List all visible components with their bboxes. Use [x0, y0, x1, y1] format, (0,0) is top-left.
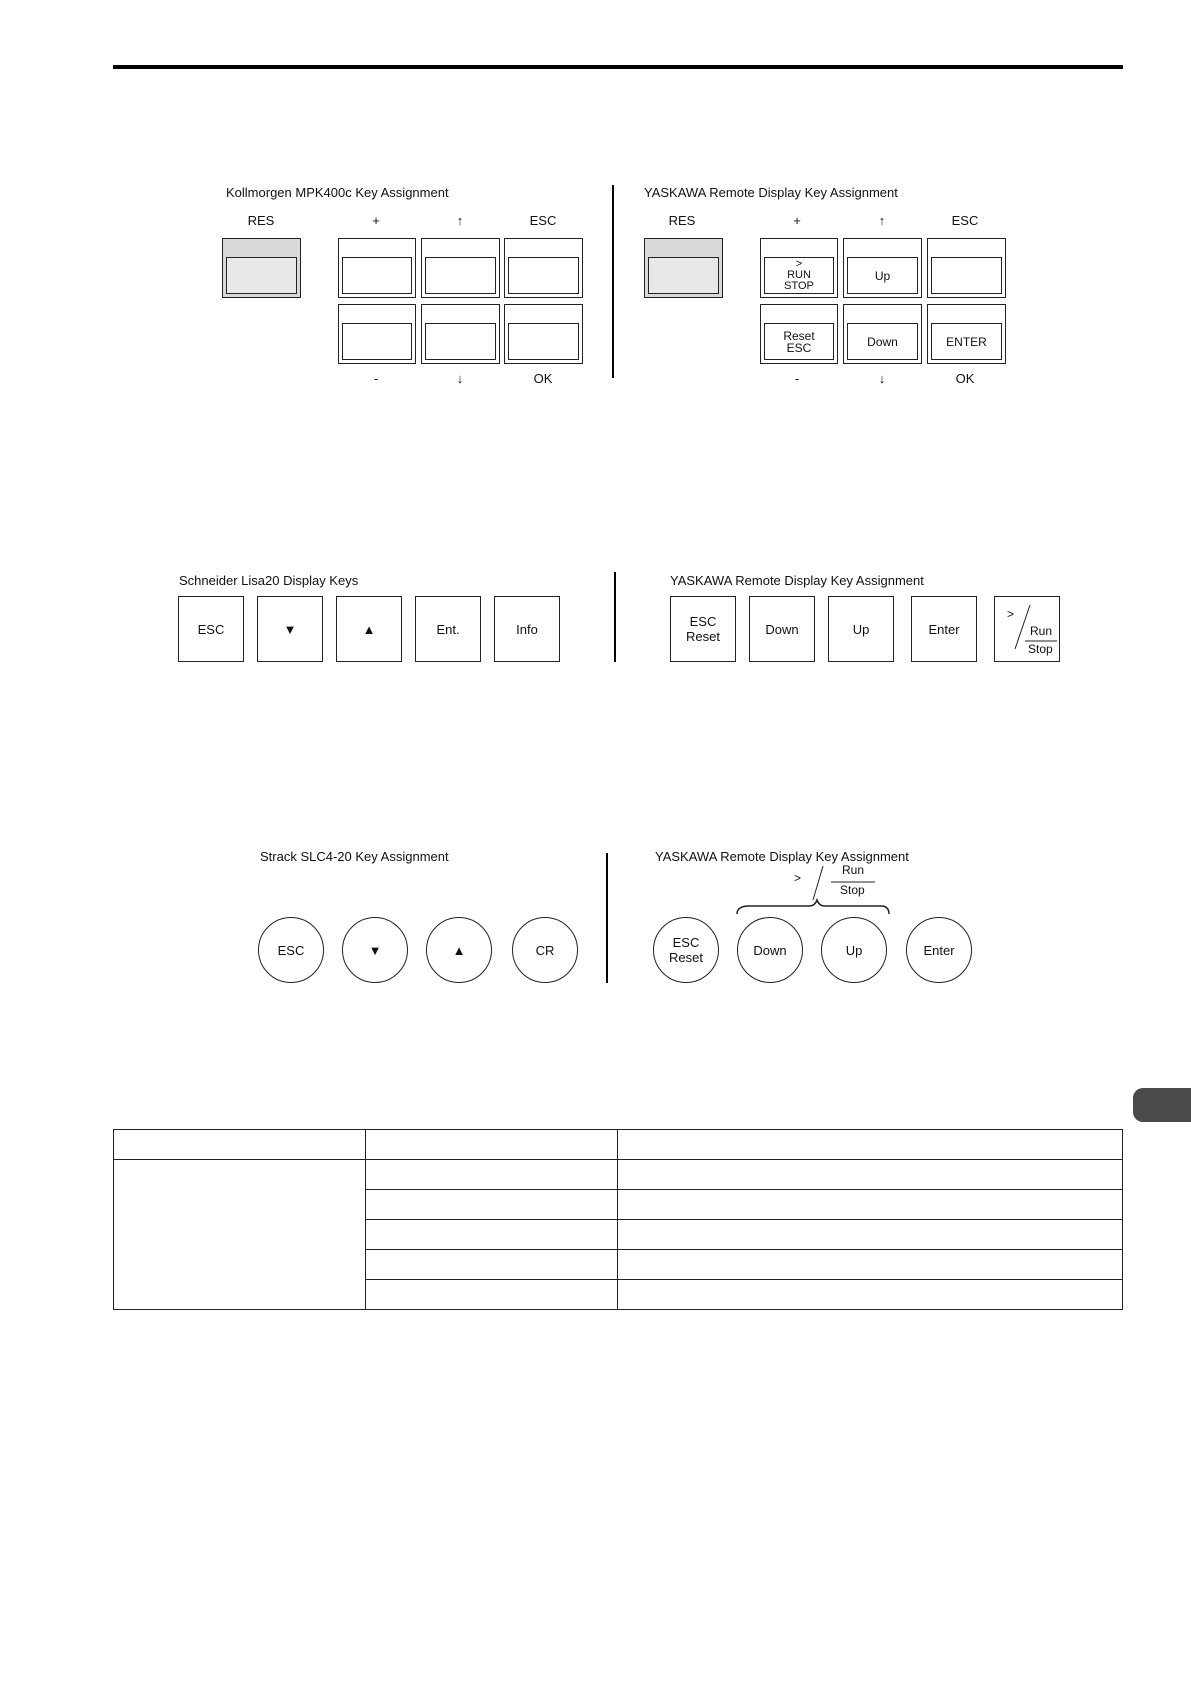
esc-label: ESC	[529, 213, 557, 228]
up-arrow-label: ↑	[878, 213, 886, 228]
run-stop-key	[760, 238, 838, 298]
reset-text: Reset	[783, 328, 815, 343]
res-label: RES	[247, 213, 275, 228]
stop-text: Stop	[840, 883, 865, 897]
stop-text: Stop	[1028, 642, 1053, 656]
down-key	[843, 304, 922, 364]
up-text: Up	[874, 268, 891, 283]
enter-key	[911, 596, 977, 662]
up-key	[821, 917, 887, 983]
up-key	[336, 596, 402, 662]
up-key	[426, 917, 492, 983]
plus-key	[338, 238, 416, 298]
run-text: Run	[1030, 624, 1053, 638]
down-arrow-label: ↓	[456, 371, 464, 386]
cr-text: CR	[535, 942, 555, 958]
down-key	[257, 596, 323, 662]
down-text: Down	[753, 942, 787, 958]
esc-key	[504, 238, 583, 298]
esc-text: ESC	[689, 614, 717, 629]
down-key	[421, 304, 500, 364]
down-key	[342, 917, 408, 983]
enter-text: Enter	[928, 621, 960, 637]
ok-key	[504, 304, 583, 364]
up-key	[828, 596, 894, 662]
ent-text: Ent.	[436, 621, 460, 637]
esc-label: ESC	[951, 213, 979, 228]
cr-key	[512, 917, 578, 983]
down-text: Down	[765, 621, 799, 637]
table-row	[114, 1160, 1123, 1190]
yaskawa-caption-2: YASKAWA Remote Display Key Assignment	[670, 573, 924, 588]
esc-key	[178, 596, 244, 662]
enter-key	[906, 917, 972, 983]
esc-text: ESC	[786, 340, 812, 355]
up-key	[843, 238, 922, 298]
enter-text: ENTER	[946, 334, 987, 349]
down-text: Down	[867, 334, 898, 349]
run-text: Run	[842, 863, 865, 877]
enter-text: Enter	[923, 942, 955, 958]
esc-reset-key	[653, 917, 719, 983]
brace-icon	[735, 864, 895, 916]
key-table	[113, 1129, 1123, 1310]
esc-text: ESC	[197, 621, 225, 637]
up-key	[421, 238, 500, 298]
esc-key	[927, 238, 1006, 298]
run-text: RUN	[787, 269, 811, 281]
down-triangle-icon: ▼	[283, 621, 297, 637]
esc-text: ESC	[672, 935, 700, 950]
chapter-tab	[1133, 1088, 1191, 1122]
minus-key	[338, 304, 416, 364]
res-key	[222, 238, 301, 298]
section1-divider	[612, 185, 614, 378]
info-text: Info	[516, 621, 538, 637]
plus-label: +	[372, 213, 380, 228]
run-stop-key	[994, 596, 1060, 662]
down-arrow-label: ↓	[878, 371, 886, 386]
esc-key	[258, 917, 324, 983]
reset-esc-key	[760, 304, 838, 364]
reset-text: Reset	[686, 629, 720, 644]
info-key	[494, 596, 560, 662]
yaskawa-caption-3: YASKAWA Remote Display Key Assignment	[655, 849, 909, 864]
up-text: Up	[845, 942, 863, 958]
kollmorgen-caption: Kollmorgen MPK400c Key Assignment	[226, 185, 449, 200]
gt-symbol: >	[794, 871, 802, 885]
plus-label: +	[793, 213, 801, 228]
up-triangle-icon: ▲	[452, 942, 466, 958]
down-key	[737, 917, 803, 983]
minus-label: -	[794, 371, 800, 386]
section3-divider	[606, 853, 608, 983]
stop-text: STOP	[784, 280, 814, 292]
reset-text: Reset	[669, 950, 703, 965]
res-key	[644, 238, 723, 298]
gt-symbol: >	[795, 258, 803, 270]
strack-caption: Strack SLC4-20 Key Assignment	[260, 849, 449, 864]
section2-divider	[614, 572, 616, 662]
up-triangle-icon: ▲	[362, 621, 376, 637]
down-triangle-icon: ▼	[368, 942, 382, 958]
yaskawa-caption-1: YASKAWA Remote Display Key Assignment	[644, 185, 898, 200]
gt-symbol: >	[1007, 607, 1015, 621]
schneider-caption: Schneider Lisa20 Display Keys	[179, 573, 359, 588]
ent-key	[415, 596, 481, 662]
header-rule	[113, 65, 1123, 69]
up-text: Up	[852, 621, 870, 637]
enter-key	[927, 304, 1006, 364]
ok-label: OK	[955, 371, 975, 386]
esc-text: ESC	[277, 942, 305, 958]
esc-reset-key	[670, 596, 736, 662]
res-label: RES	[668, 213, 696, 228]
minus-label: -	[373, 371, 379, 386]
table-header-row	[114, 1130, 1123, 1160]
ok-label: OK	[533, 371, 553, 386]
up-arrow-label: ↑	[456, 213, 464, 228]
down-key	[749, 596, 815, 662]
